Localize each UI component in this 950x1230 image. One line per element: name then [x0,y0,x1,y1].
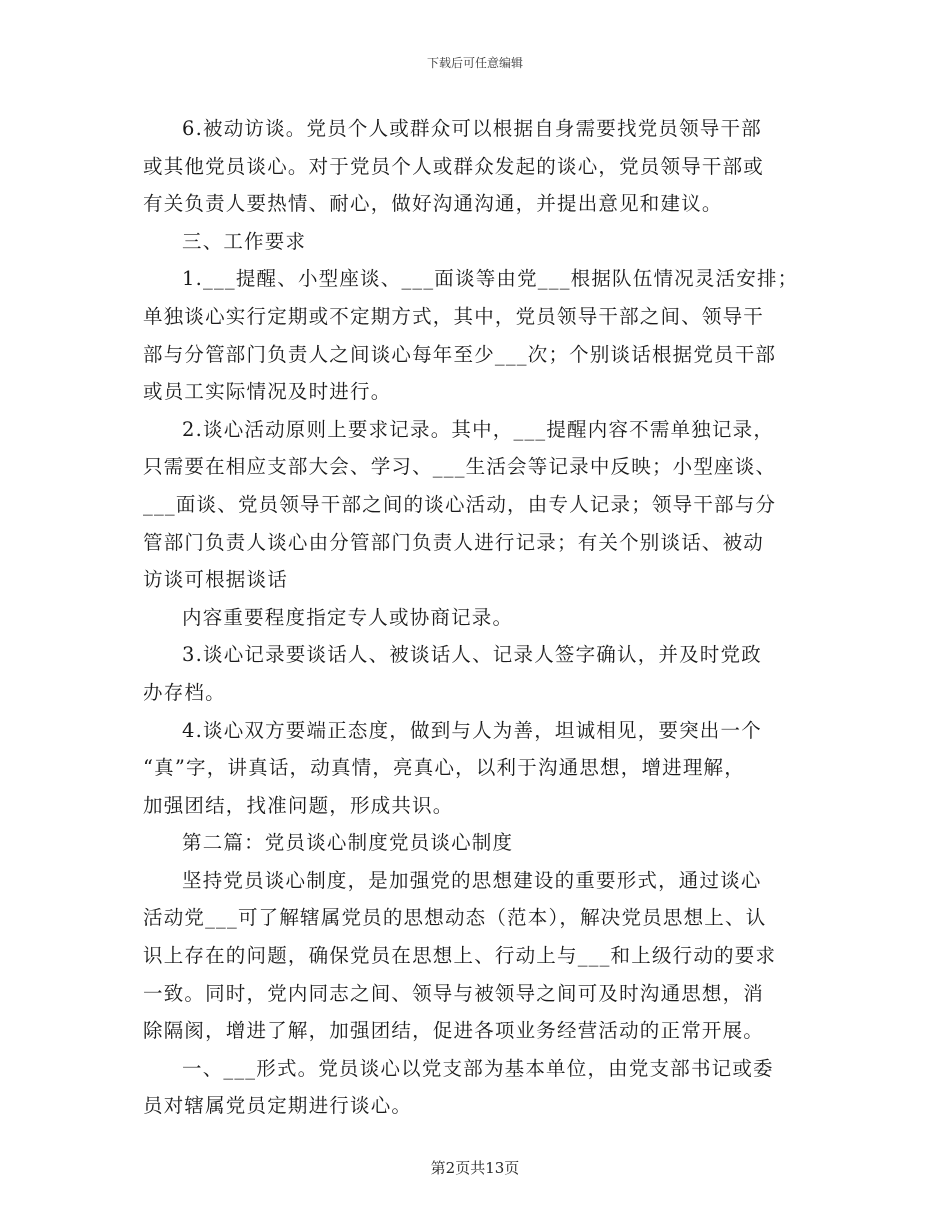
paragraph-line: 活动党___可了解辖属党员的思想动态（范本），解决党员思想上、认 [143,906,767,930]
page-header: 下载后可任意编辑 [426,56,523,70]
paragraph-line: 三、工作要求 [182,229,307,253]
paragraph-line: 第二篇：党员谈心制度党员谈心制度 [182,831,514,855]
paragraph-line: 访谈可根据谈话 [143,568,288,592]
paragraph-line: 单独谈心实行定期或不定期方式，其中，党员领导干部之间、领导干 [143,304,765,328]
paragraph-line: 部与分管部门负责人之间谈心每年至少___次；个别谈话根据党员干部 [143,342,777,366]
paragraph-line: 或员工实际情况及时进行。 [143,380,392,404]
paragraph-line: 办存档。 [143,680,226,704]
paragraph-line: 员对辖属党员定期进行谈心。 [143,1094,413,1118]
paragraph-line: “真”字，讲真话，动真情，亮真心，以利于沟通思想，增进理解， [143,756,745,780]
paragraph-line: 一、___形式。党员谈心以党支部为基本单位，由党支部书记或委 [182,1056,774,1080]
paragraph-line: 2.谈心活动原则上要求记录。其中，___提醒内容不需单独记录， [182,417,775,441]
page-footer: 第2页共13页 [430,1159,520,1177]
paragraph-line: 4.谈心双方要端正态度，做到与人为善，坦诚相见，要突出一个 [182,718,762,742]
paragraph-line: ___面谈、党员领导干部之间的谈心活动，由专人记录；领导干部与分 [143,492,777,516]
paragraph-line: 或其他党员谈心。对于党员个人或群众发起的谈心，党员领导干部或 [143,154,765,178]
paragraph-line: 6.被动访谈。党员个人或群众可以根据自身需要找党员领导干部 [182,117,762,140]
paragraph-line: 坚持党员谈心制度，是加强党的思想建设的重要形式，通过谈心 [182,868,762,892]
paragraph-line: 内容重要程度指定专人或协商记录。 [182,605,514,629]
paragraph-line: 1.___提醒、小型座谈、___面谈等由党___根据队伍情况灵活安排； [182,267,799,291]
document-body [143,110,823,1125]
paragraph-line: 一致。同时，党内同志之间、领导与被领导之间可及时沟通思想，消 [143,981,765,1005]
paragraph-line: 3.谈心记录要谈话人、被谈话人、记录人签字确认，并及时党政 [182,643,762,667]
paragraph-line: 管部门负责人谈心由分管部门负责人进行记录；有关个别谈话、被动 [143,530,765,554]
paragraph-line: 除隔阂，增进了解，加强团结，促进各项业务经营活动的正常开展。 [143,1019,765,1043]
paragraph-line: 有关负责人要热情、耐心，做好沟通沟通，并提出意见和建议。 [143,192,723,216]
paragraph-line: 加强团结，找准问题，形成共识。 [143,793,454,817]
paragraph-line: 识上存在的问题，确保党员在思想上、行动上与___和上级行动的要求 [143,944,777,968]
paragraph-line: 只需要在相应支部大会、学习、___生活会等记录中反映；小型座谈、 [143,455,777,479]
